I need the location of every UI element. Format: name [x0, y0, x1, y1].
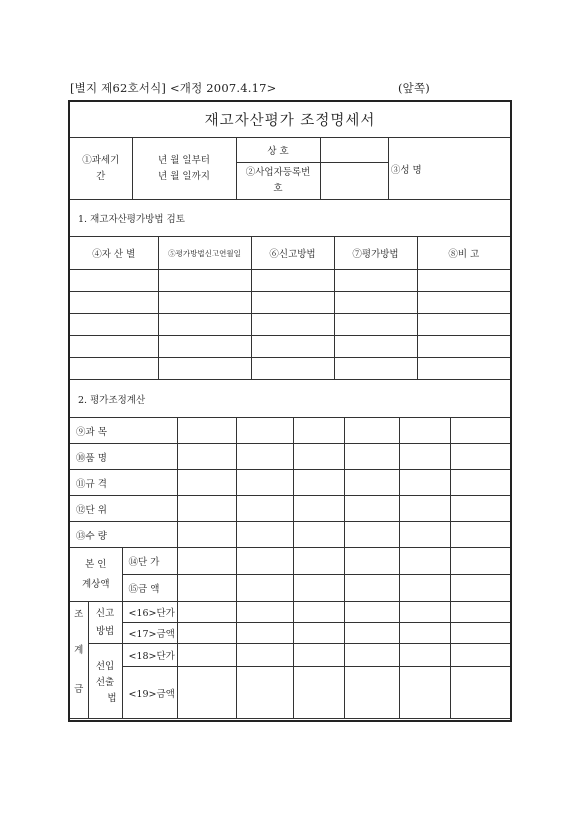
value-cell[interactable] — [177, 522, 236, 548]
company-booked-line1: 본 인 — [85, 558, 107, 570]
row-label-account: ⑨과 목 — [70, 418, 177, 444]
value-cell[interactable] — [450, 623, 510, 644]
period-range-cell — [132, 138, 236, 200]
adjustment-char-2: 계 — [74, 645, 84, 656]
amount-label: ⑮금 액 — [122, 575, 177, 602]
company-label: 상 호 — [236, 138, 320, 163]
fifo-line2: 선출 — [95, 677, 115, 688]
value-cell[interactable] — [177, 575, 236, 602]
value-cell[interactable] — [293, 602, 344, 623]
reported-amount-label: <17>금액 — [122, 623, 177, 644]
value-cell[interactable] — [177, 418, 236, 444]
table-row — [70, 314, 510, 336]
cell-eval-method[interactable] — [334, 358, 417, 380]
value-cell[interactable] — [399, 418, 450, 444]
section2-table — [70, 379, 510, 719]
value-cell[interactable] — [344, 470, 399, 496]
value-cell[interactable] — [344, 522, 399, 548]
company-value[interactable] — [320, 138, 388, 163]
adjustment-form — [68, 100, 512, 722]
value-cell[interactable] — [177, 644, 236, 667]
value-cell[interactable] — [177, 602, 236, 623]
value-cell[interactable] — [344, 548, 399, 575]
cell-report-date[interactable] — [158, 270, 251, 292]
value-cell[interactable] — [293, 623, 344, 644]
value-cell[interactable] — [344, 418, 399, 444]
col-header-asset: ④자 산 별 — [70, 237, 158, 270]
value-cell[interactable] — [344, 667, 399, 719]
value-cell[interactable] — [450, 548, 510, 575]
value-cell[interactable] — [293, 644, 344, 667]
value-cell[interactable] — [293, 522, 344, 548]
value-cell[interactable] — [450, 667, 510, 719]
row-label-unit: ⑫단 위 — [70, 496, 177, 522]
section1-title: 1. 재고자산평가방법 검토 — [70, 200, 510, 237]
cell-asset[interactable] — [70, 314, 158, 336]
value-cell[interactable] — [177, 470, 236, 496]
fifo-method-group — [88, 644, 122, 719]
col-header-report-method: ⑥신고방법 — [251, 237, 334, 270]
fifo-price-label: <18>단가 — [122, 644, 177, 667]
regno-label-line1: ②사업자등록번 — [245, 167, 311, 178]
value-cell[interactable] — [344, 602, 399, 623]
regno-value[interactable] — [320, 163, 388, 200]
value-cell[interactable] — [293, 496, 344, 522]
fifo-line3: 법 — [107, 693, 117, 704]
value-cell[interactable] — [236, 667, 293, 719]
page-side-label: (앞쪽) — [398, 81, 430, 95]
cell-report-method[interactable] — [251, 314, 334, 336]
cell-report-method[interactable] — [251, 336, 334, 358]
value-cell[interactable] — [399, 644, 450, 667]
cell-report-date[interactable] — [158, 292, 251, 314]
info-table — [70, 137, 510, 200]
value-cell[interactable] — [399, 667, 450, 719]
reported-price-label: <16>단가 — [122, 602, 177, 623]
value-cell[interactable] — [236, 418, 293, 444]
value-cell[interactable] — [344, 575, 399, 602]
title-table — [70, 102, 510, 138]
value-cell[interactable] — [399, 470, 450, 496]
form-title: 재고자산평가 조정명세서 — [70, 102, 510, 137]
value-cell[interactable] — [177, 496, 236, 522]
cell-remarks[interactable] — [417, 270, 510, 292]
value-cell[interactable] — [293, 444, 344, 470]
value-cell[interactable] — [450, 444, 510, 470]
value-cell[interactable] — [450, 522, 510, 548]
table-row — [70, 270, 510, 292]
cell-eval-method[interactable] — [334, 270, 417, 292]
unit-price-label: ⑭단 가 — [122, 548, 177, 575]
col-header-remarks: ⑧비 고 — [417, 237, 510, 270]
fifo-line1: 선입 — [95, 661, 115, 672]
period-label-cell — [70, 138, 132, 200]
cell-remarks[interactable] — [417, 314, 510, 336]
cell-asset[interactable] — [70, 358, 158, 380]
value-cell[interactable] — [236, 444, 293, 470]
cell-report-method[interactable] — [251, 270, 334, 292]
value-cell[interactable] — [177, 623, 236, 644]
value-cell[interactable] — [450, 496, 510, 522]
value-cell[interactable] — [293, 667, 344, 719]
form-code: [별지 제62호서식] <개정 2007.4.17> — [70, 81, 277, 95]
section1-table — [70, 199, 510, 380]
value-cell[interactable] — [399, 623, 450, 644]
value-cell[interactable] — [177, 548, 236, 575]
value-cell[interactable] — [293, 548, 344, 575]
col-header-eval-method: ⑦평가방법 — [334, 237, 417, 270]
cell-report-date[interactable] — [158, 358, 251, 380]
adjustment-char-3: 금 — [74, 684, 84, 695]
value-cell[interactable] — [399, 575, 450, 602]
cell-remarks[interactable] — [417, 292, 510, 314]
value-cell[interactable] — [399, 496, 450, 522]
value-cell[interactable] — [236, 575, 293, 602]
cell-report-method[interactable] — [251, 292, 334, 314]
reported-method-group — [88, 602, 122, 644]
value-cell[interactable] — [236, 470, 293, 496]
period-to-text: 년 월 일까지 — [158, 170, 210, 182]
value-cell[interactable] — [450, 575, 510, 602]
cell-asset[interactable] — [70, 336, 158, 358]
name-value[interactable] — [424, 138, 510, 200]
cell-report-date[interactable] — [158, 336, 251, 358]
value-cell[interactable] — [344, 644, 399, 667]
value-cell[interactable] — [450, 418, 510, 444]
value-cell[interactable] — [450, 602, 510, 623]
value-cell[interactable] — [399, 522, 450, 548]
cell-asset[interactable] — [70, 270, 158, 292]
row-label-spec: ⑪규 격 — [70, 470, 177, 496]
cell-remarks[interactable] — [417, 336, 510, 358]
value-cell[interactable] — [236, 548, 293, 575]
value-cell[interactable] — [236, 623, 293, 644]
value-cell[interactable] — [236, 602, 293, 623]
company-booked-line2: 계상액 — [81, 578, 110, 590]
value-cell[interactable] — [293, 470, 344, 496]
table-row — [70, 358, 510, 380]
period-from-text: 년 월 일부터 — [158, 154, 210, 166]
table-row — [70, 336, 510, 358]
cell-remarks[interactable] — [417, 358, 510, 380]
cell-eval-method[interactable] — [334, 292, 417, 314]
value-cell[interactable] — [344, 496, 399, 522]
value-cell[interactable] — [177, 667, 236, 719]
reported-method-line2: 방법 — [95, 626, 115, 637]
cell-eval-method[interactable] — [334, 314, 417, 336]
reported-method-line1: 신고 — [95, 608, 115, 619]
value-cell[interactable] — [399, 444, 450, 470]
value-cell[interactable] — [236, 522, 293, 548]
row-label-quantity: ⑬수 량 — [70, 522, 177, 548]
cell-asset[interactable] — [70, 292, 158, 314]
period-label-line2: 간 — [96, 170, 106, 182]
adjustment-char-1: 조 — [74, 609, 84, 620]
section2-title: 2. 평가조정계산 — [70, 380, 510, 418]
cell-report-method[interactable] — [251, 358, 334, 380]
row-label-item: ⑩품 명 — [70, 444, 177, 470]
table-row — [70, 292, 510, 314]
value-cell[interactable] — [450, 644, 510, 667]
value-cell[interactable] — [399, 548, 450, 575]
col-header-report-date: ⑤평가방법신고연월일 — [158, 237, 251, 270]
value-cell[interactable] — [293, 575, 344, 602]
cell-report-date[interactable] — [158, 314, 251, 336]
regno-label-cell — [236, 163, 320, 200]
value-cell[interactable] — [236, 644, 293, 667]
value-cell[interactable] — [399, 602, 450, 623]
regno-label-line2: 호 — [273, 183, 283, 194]
fifo-amount-label: <19>금액 — [122, 667, 177, 719]
period-label-line1: ①과세기 — [82, 154, 120, 166]
value-cell[interactable] — [450, 470, 510, 496]
cell-eval-method[interactable] — [334, 336, 417, 358]
company-booked-group — [70, 548, 122, 602]
value-cell[interactable] — [344, 623, 399, 644]
name-label: ③성 명 — [388, 138, 424, 200]
value-cell[interactable] — [344, 444, 399, 470]
value-cell[interactable] — [177, 444, 236, 470]
value-cell[interactable] — [236, 496, 293, 522]
value-cell[interactable] — [293, 418, 344, 444]
adjustment-label-cell — [70, 602, 88, 719]
